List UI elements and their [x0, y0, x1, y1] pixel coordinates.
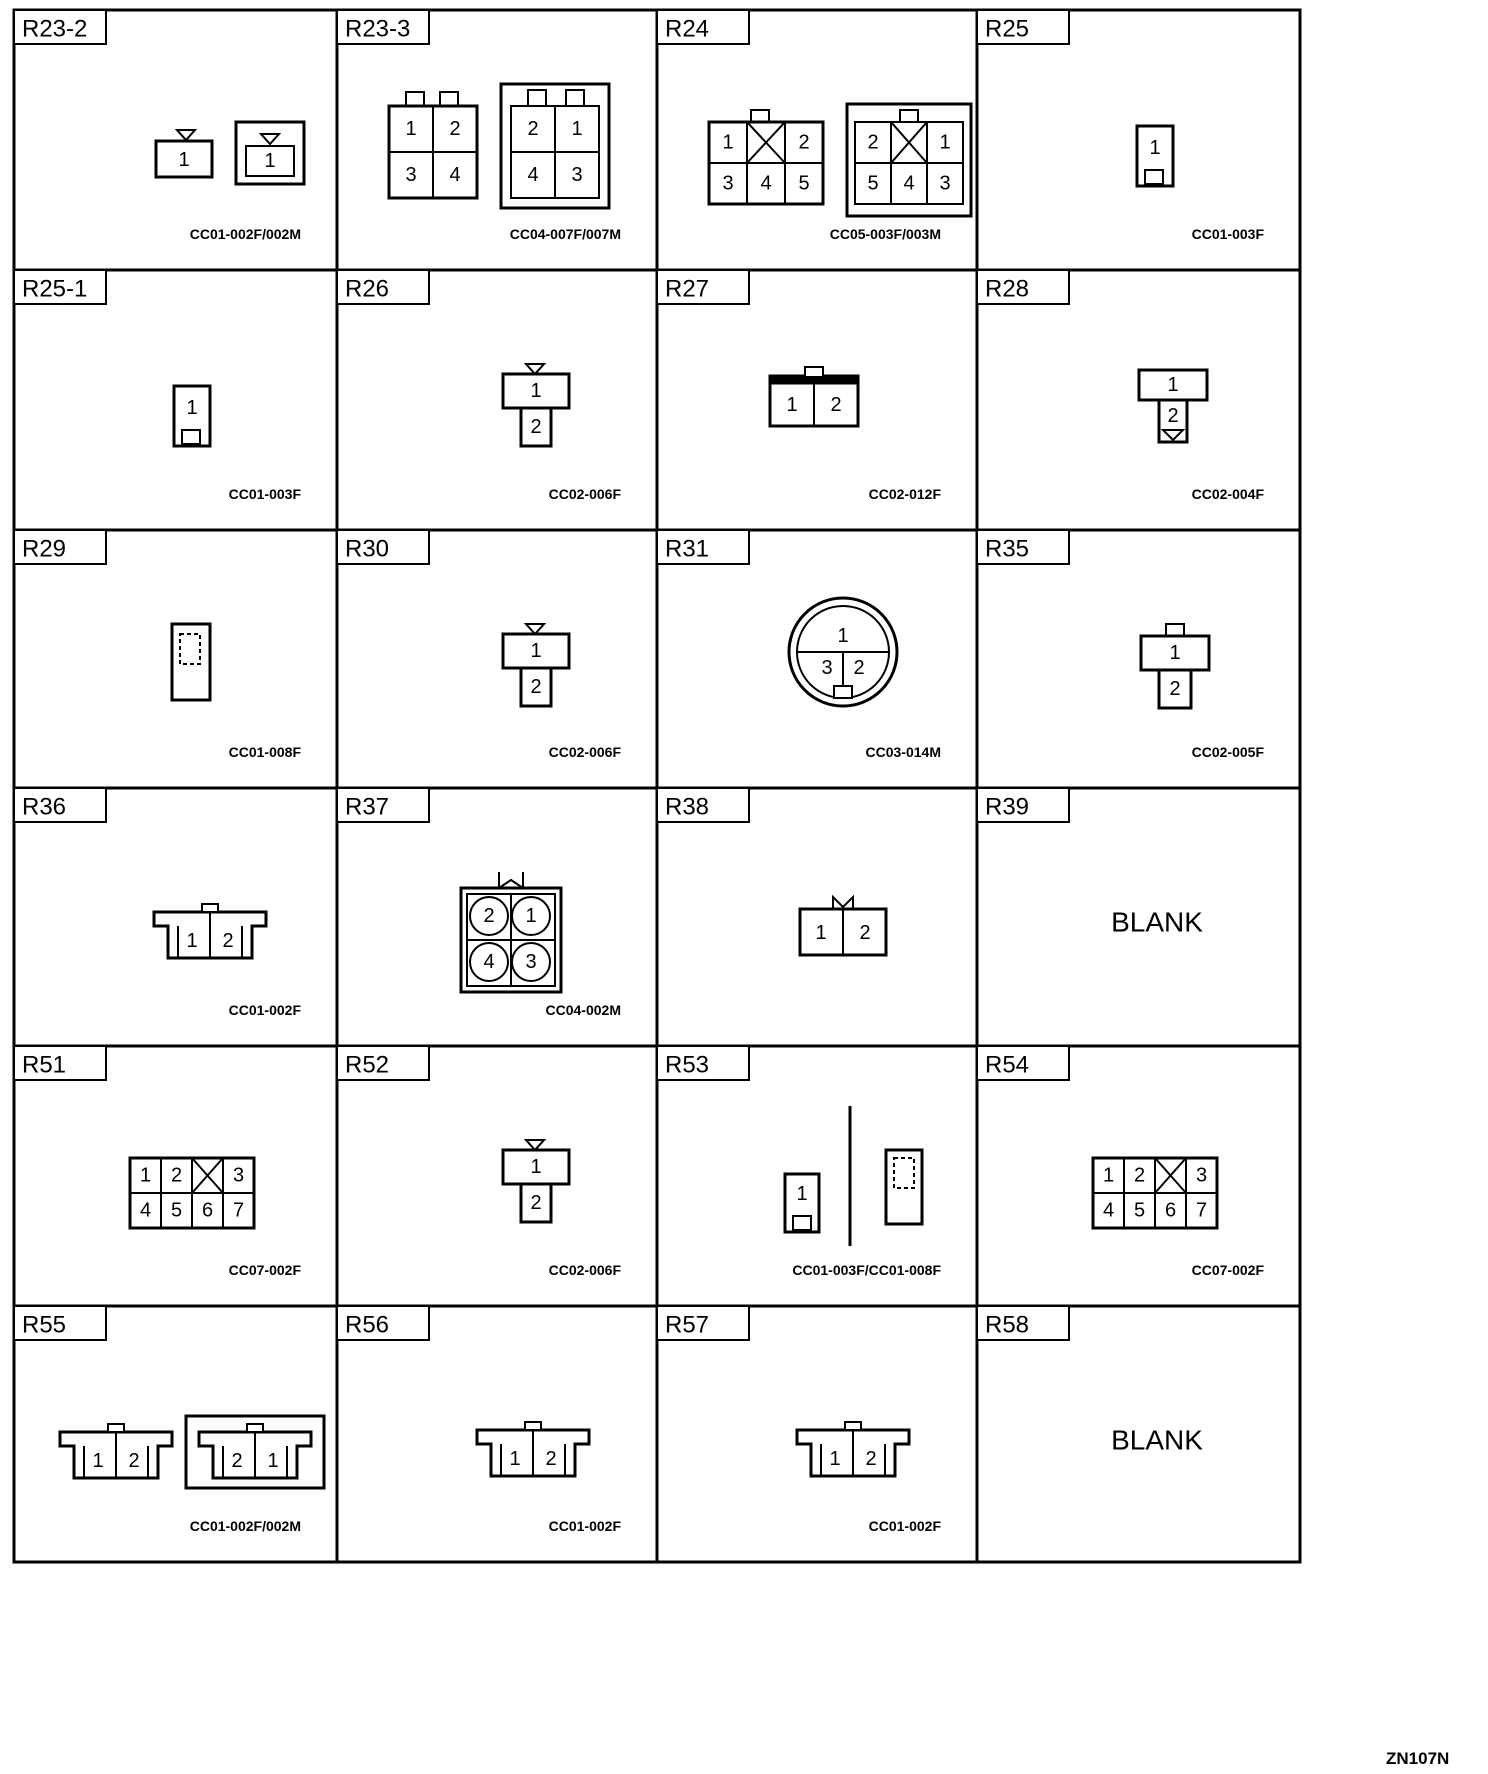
- part-number: CC04-002M: [545, 1002, 621, 1018]
- connector-id: R37: [345, 793, 390, 821]
- part-number: CC05-003F/003M: [829, 226, 941, 242]
- pin-number: 1: [1167, 374, 1179, 396]
- pin-number: 2: [527, 118, 539, 140]
- pin-number: 1: [829, 1448, 841, 1470]
- pin-number: 1: [571, 118, 583, 140]
- pin-number: 1: [186, 397, 198, 419]
- part-number: CC07-002F: [1191, 1262, 1264, 1278]
- pin-number: 2: [530, 416, 542, 438]
- connector-cell-r29: [14, 530, 301, 760]
- pin-number: 1: [267, 1450, 279, 1472]
- part-number: CC02-006F: [548, 744, 621, 760]
- connector-id: R58: [985, 1311, 1030, 1339]
- pin-number: 2: [865, 1448, 877, 1470]
- pin-number: 1: [264, 150, 276, 172]
- part-number: CC04-007F/007M: [509, 226, 621, 242]
- pin-number: 3: [232, 1164, 245, 1187]
- pin-number: 3: [722, 172, 734, 195]
- lock-tab: [793, 1216, 811, 1230]
- connector-id: R52: [345, 1051, 390, 1079]
- lock-tab: [525, 1422, 541, 1430]
- pin-number: 4: [139, 1199, 152, 1222]
- connector-id: R27: [665, 275, 710, 303]
- connector-cell-r56: [337, 1306, 621, 1534]
- connector-cell-r28: [977, 270, 1264, 502]
- lock-tab: [182, 430, 200, 444]
- connector-cell-r37: [337, 788, 621, 1018]
- connector-id: R39: [985, 793, 1030, 821]
- pin-number: 1: [405, 118, 417, 140]
- pin-number: 2: [1167, 405, 1179, 427]
- pin-number: 1: [939, 131, 951, 154]
- connector-cell-r31: [657, 530, 941, 760]
- pin-number: 2: [798, 131, 810, 154]
- connector-id: R30: [345, 535, 390, 563]
- pin-number: 3: [939, 172, 951, 195]
- part-number: CC02-006F: [548, 1262, 621, 1278]
- pin-number: 4: [1102, 1199, 1115, 1222]
- connector-cell-r27: [657, 270, 941, 502]
- lock-tab: [833, 897, 853, 909]
- connector-id: R35: [985, 535, 1030, 563]
- connector-cell-r38: [657, 788, 886, 955]
- pin-number: 1: [1169, 642, 1181, 664]
- pin-number: 2: [231, 1450, 243, 1472]
- pin-number: 2: [449, 118, 461, 140]
- pin-number: 5: [170, 1199, 183, 1222]
- connector-cell-r52: [337, 1046, 621, 1278]
- pin-number: 3: [1195, 1164, 1208, 1187]
- pin-number: 1: [92, 1450, 104, 1472]
- pin-number: 1: [796, 1183, 808, 1205]
- part-number: CC02-005F: [1191, 744, 1264, 760]
- connector-cell-r39: [977, 788, 1203, 938]
- connector-id: R56: [345, 1311, 390, 1339]
- lock-triangle: [177, 130, 195, 140]
- part-number: CC01-002F: [548, 1518, 621, 1534]
- pin-number: 4: [483, 951, 495, 973]
- connector-id: R36: [22, 793, 67, 821]
- pin-number: 7: [1195, 1199, 1208, 1222]
- pin-number: 1: [722, 131, 734, 154]
- pin-number: 1: [837, 625, 849, 647]
- part-number: CC07-002F: [228, 1262, 301, 1278]
- pin-number: 3: [405, 164, 417, 186]
- pin-number: 2: [1133, 1164, 1146, 1187]
- connector-cell-r23-2: [14, 10, 304, 242]
- connector-cell-r24: [657, 10, 971, 242]
- connector-id: R25-1: [22, 275, 88, 303]
- connector-id: R38: [665, 793, 710, 821]
- part-number: CC01-002F: [228, 1002, 301, 1018]
- pin-number: 1: [509, 1448, 521, 1470]
- connector-housing: [172, 624, 210, 700]
- connector-id: R51: [22, 1051, 67, 1079]
- part-number: CC02-006F: [548, 486, 621, 502]
- lock-tab: [108, 1424, 124, 1432]
- pin-number: 6: [201, 1199, 214, 1222]
- pin-number: 2: [545, 1448, 557, 1470]
- connector-cell-r30: [337, 530, 621, 760]
- blank-label: BLANK: [1111, 906, 1203, 938]
- pin-number: 1: [186, 930, 198, 952]
- pin-number: 2: [530, 1192, 542, 1214]
- connector-id: R25: [985, 15, 1030, 43]
- connector-cell-r26: [337, 270, 621, 502]
- part-number: CC02-004F: [1191, 486, 1264, 502]
- connector-id: R57: [665, 1311, 710, 1339]
- pin-number: 4: [903, 172, 915, 195]
- connector-id: R55: [22, 1311, 67, 1339]
- connector-id: R23-2: [22, 15, 88, 43]
- lock-tab: [406, 92, 424, 106]
- pin-number: 1: [139, 1164, 152, 1187]
- pin-number: 1: [525, 905, 537, 927]
- lock-tab: [202, 904, 218, 912]
- pin-number: 1: [530, 640, 542, 662]
- connector-cell-r54: [977, 1046, 1264, 1278]
- lock-tab: [566, 90, 584, 106]
- connector-cell-r57: [657, 1306, 941, 1534]
- pin-number: 1: [1102, 1164, 1115, 1187]
- lock-tab: [1166, 624, 1184, 636]
- pin-number: 2: [867, 131, 879, 154]
- lock-tab: [528, 90, 546, 106]
- pin-number: 7: [232, 1199, 245, 1222]
- pin-number: 4: [527, 164, 539, 186]
- pin-number: 2: [222, 930, 234, 952]
- connector-id: R24: [665, 15, 710, 43]
- lock-tab: [834, 686, 852, 698]
- drawing-reference: ZN107N: [1386, 1749, 1450, 1768]
- part-number: CC03-014M: [865, 744, 941, 760]
- pin-number: 5: [1133, 1199, 1146, 1222]
- lock-tab: [247, 1424, 263, 1432]
- connector-cell-r25: [977, 10, 1264, 242]
- pin-number: 2: [1169, 678, 1181, 700]
- part-number: CC01-002F/002M: [189, 1518, 301, 1534]
- pin-number: 4: [760, 172, 772, 195]
- blank-label: BLANK: [1111, 1424, 1203, 1456]
- lock-tab: [440, 92, 458, 106]
- pin-number: 2: [859, 922, 871, 944]
- pin-number: 3: [525, 951, 537, 973]
- pin-number: 1: [530, 380, 542, 402]
- pin-number: 2: [530, 676, 542, 698]
- connector-cell-r51: [14, 1046, 301, 1278]
- pin-number: 5: [867, 172, 879, 195]
- pin-number: 2: [483, 905, 495, 927]
- pin-number: 4: [449, 164, 461, 186]
- connector-cell-r25-1: [14, 270, 301, 502]
- pin-number: 1: [815, 922, 827, 944]
- connector-cell-r23-3: [337, 10, 621, 242]
- pin-number: 1: [178, 149, 190, 171]
- connector-cell-r53: [657, 1046, 941, 1278]
- lock-tab: [805, 367, 823, 377]
- lock-tab: [1145, 170, 1163, 184]
- lock-tab: [499, 872, 523, 888]
- connector-cell-r36: [14, 788, 301, 1018]
- pin-number: 1: [1149, 137, 1161, 159]
- part-number: CC01-002F/002M: [189, 226, 301, 242]
- connector-cell-r58: [977, 1306, 1203, 1456]
- part-number: CC01-003F: [1191, 226, 1264, 242]
- lock-tab: [845, 1422, 861, 1430]
- pin-number: 3: [821, 657, 833, 679]
- pin-number: 5: [798, 172, 810, 195]
- part-number: CC01-003F/CC01-008F: [792, 1262, 941, 1278]
- connector-id: R53: [665, 1051, 710, 1079]
- pin-number: 1: [530, 1156, 542, 1178]
- connector-id: R54: [985, 1051, 1030, 1079]
- connector-id: R26: [345, 275, 390, 303]
- pin-number: 3: [571, 164, 583, 186]
- pin-number: 2: [128, 1450, 140, 1472]
- connector-id: R29: [22, 535, 67, 563]
- part-number: CC01-002F: [868, 1518, 941, 1534]
- pin-number: 2: [170, 1164, 183, 1187]
- pin-number: 1: [786, 394, 798, 416]
- pin-number: 2: [853, 657, 865, 679]
- lock-tab: [900, 110, 918, 122]
- part-number: CC01-008F: [228, 744, 301, 760]
- lock-tab: [751, 110, 769, 122]
- connector-id: R31: [665, 535, 710, 563]
- pin-number: 6: [1164, 1199, 1177, 1222]
- connector-id: R28: [985, 275, 1030, 303]
- pin-number: 2: [830, 394, 842, 416]
- part-number: CC02-012F: [868, 486, 941, 502]
- connector-cell-r35: [977, 530, 1264, 760]
- connector-id: R23-3: [345, 15, 411, 43]
- connector-cell-r55: [14, 1306, 324, 1534]
- part-number: CC01-003F: [228, 486, 301, 502]
